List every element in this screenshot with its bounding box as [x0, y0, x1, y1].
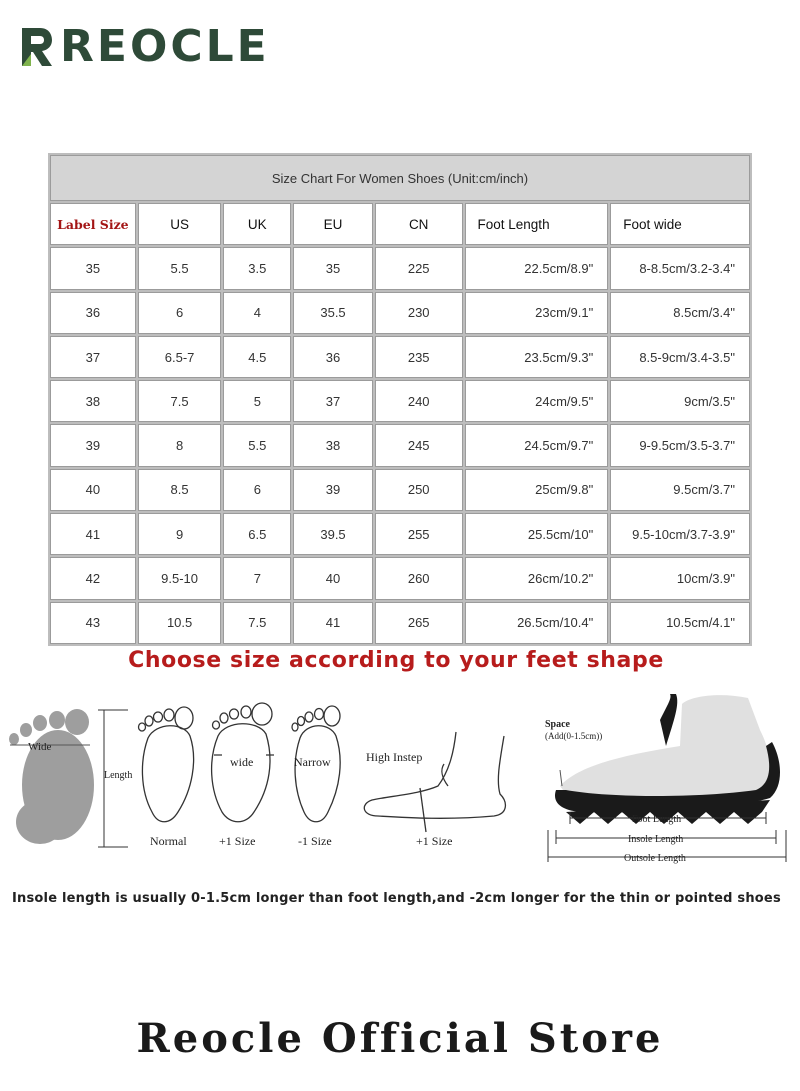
table-cell: 9.5-10 [138, 557, 222, 599]
table-cell: 24.5cm/9.7" [465, 424, 609, 466]
table-cell: 10.5 [138, 602, 222, 644]
table-cell: 250 [375, 469, 463, 511]
narrow-size-label: -1 Size [298, 834, 332, 848]
brand-logo [18, 22, 270, 72]
table-cell: 8.5 [138, 469, 222, 511]
size-chart-table [48, 153, 752, 646]
table-cell: 37 [50, 336, 136, 378]
table-cell: 36 [293, 336, 373, 378]
table-cell: 37 [293, 380, 373, 422]
table-cell: 26.5cm/10.4" [465, 602, 609, 644]
table-cell: 41 [50, 513, 136, 555]
table-cell: 24cm/9.5" [465, 380, 609, 422]
table-cell: 40 [50, 469, 136, 511]
table-cell: 5 [223, 380, 291, 422]
table-cell: 23.5cm/9.3" [465, 336, 609, 378]
header-label-size: Label Size [50, 203, 136, 245]
table-row [50, 247, 750, 289]
table-cell: 38 [50, 380, 136, 422]
table-cell: 7.5 [223, 602, 291, 644]
logo-mark-icon [18, 24, 56, 70]
length-label: Length [104, 770, 133, 781]
table-cell: 245 [375, 424, 463, 466]
table-cell: 7.5 [138, 380, 222, 422]
table-row [50, 380, 750, 422]
wide-size-label: +1 Size [219, 834, 256, 848]
table-cell: 41 [293, 602, 373, 644]
table-cell: 225 [375, 247, 463, 289]
logo-text: REOCLE [60, 21, 270, 72]
table-cell: 36 [50, 292, 136, 334]
table-cell: 39.5 [293, 513, 373, 555]
table-caption: Size Chart For Women Shoes (Unit:cm/inch) [50, 155, 750, 201]
table-row [50, 336, 750, 378]
header-us: US [138, 203, 222, 245]
store-name: Reocle Official Store [136, 1015, 664, 1062]
table-cell: 9-9.5cm/3.5-3.7" [610, 424, 750, 466]
table-cell: 9.5-10cm/3.7-3.9" [610, 513, 750, 555]
table-cell: 9 [138, 513, 222, 555]
table-cell: 6 [223, 469, 291, 511]
table-cell: 8.5cm/3.4" [610, 292, 750, 334]
instep-title: High Instep [366, 750, 423, 764]
shoe-section-icon [555, 694, 780, 824]
table-cell: 38 [293, 424, 373, 466]
table-cell: 35.5 [293, 292, 373, 334]
table-row [50, 557, 750, 599]
insole-length-label: Insole Length [628, 834, 684, 845]
table-cell: 8 [138, 424, 222, 466]
size-heading: Choose size according to your feet shape [128, 648, 664, 673]
table-cell: 260 [375, 557, 463, 599]
header-eu: EU [293, 203, 373, 245]
table-cell: 7 [223, 557, 291, 599]
wide-label: Wide [28, 741, 52, 753]
table-cell: 26cm/10.2" [465, 557, 609, 599]
feet-shape-diagram [0, 690, 800, 870]
table-row [50, 513, 750, 555]
table-cell: 25.5cm/10" [465, 513, 609, 555]
table-cell: 235 [375, 336, 463, 378]
table-cell: 40 [293, 557, 373, 599]
table-cell: 3.5 [223, 247, 291, 289]
table-cell: 230 [375, 292, 463, 334]
table-cell: 22.5cm/8.9" [465, 247, 609, 289]
table-header-row [50, 203, 750, 245]
table-cell: 39 [50, 424, 136, 466]
table-cell: 6.5 [223, 513, 291, 555]
space-label: Space [545, 719, 570, 730]
high-instep-foot-icon [364, 732, 505, 832]
insole-note: Insole length is usually 0-1.5cm longer than foot length,and -2cm longer for the thin or pointed shoes [12, 891, 781, 906]
table-cell: 23cm/9.1" [465, 292, 609, 334]
footprint-icon [9, 709, 94, 844]
table-cell: 10cm/3.9" [610, 557, 750, 599]
table-cell: 6.5-7 [138, 336, 222, 378]
header-uk: UK [223, 203, 291, 245]
table-cell: 6 [138, 292, 222, 334]
table-cell: 35 [50, 247, 136, 289]
table-cell: 4 [223, 292, 291, 334]
space-sub-label: (Add(0-1.5cm)) [545, 731, 603, 741]
header-cn: CN [375, 203, 463, 245]
normal-foot-icon [139, 707, 194, 822]
outsole-length-label: Outsole Length [624, 853, 686, 864]
header-foot-wide: Foot wide [610, 203, 750, 245]
table-cell: 5.5 [138, 247, 222, 289]
table-cell: 10.5cm/4.1" [610, 602, 750, 644]
table-cell: 8-8.5cm/3.2-3.4" [610, 247, 750, 289]
table-cell: 43 [50, 602, 136, 644]
table-cell: 4.5 [223, 336, 291, 378]
table-cell: 39 [293, 469, 373, 511]
table-cell: 35 [293, 247, 373, 289]
table-row [50, 292, 750, 334]
header-foot-length: Foot Length [465, 203, 609, 245]
table-cell: 9.5cm/3.7" [610, 469, 750, 511]
table-cell: 5.5 [223, 424, 291, 466]
table-cell: 8.5-9cm/3.4-3.5" [610, 336, 750, 378]
table-cell: 25cm/9.8" [465, 469, 609, 511]
table-row [50, 469, 750, 511]
foot-length-label: Foot Length [632, 814, 682, 825]
table-cell: 9cm/3.5" [610, 380, 750, 422]
normal-label: Normal [150, 834, 187, 848]
table-cell: 42 [50, 557, 136, 599]
wide-tag: wide [230, 755, 254, 769]
table-cell: 255 [375, 513, 463, 555]
instep-size-label: +1 Size [416, 834, 453, 848]
table-cell: 265 [375, 602, 463, 644]
table-row [50, 602, 750, 644]
table-row [50, 424, 750, 466]
narrow-tag: Narrow [294, 755, 331, 769]
table-cell: 240 [375, 380, 463, 422]
